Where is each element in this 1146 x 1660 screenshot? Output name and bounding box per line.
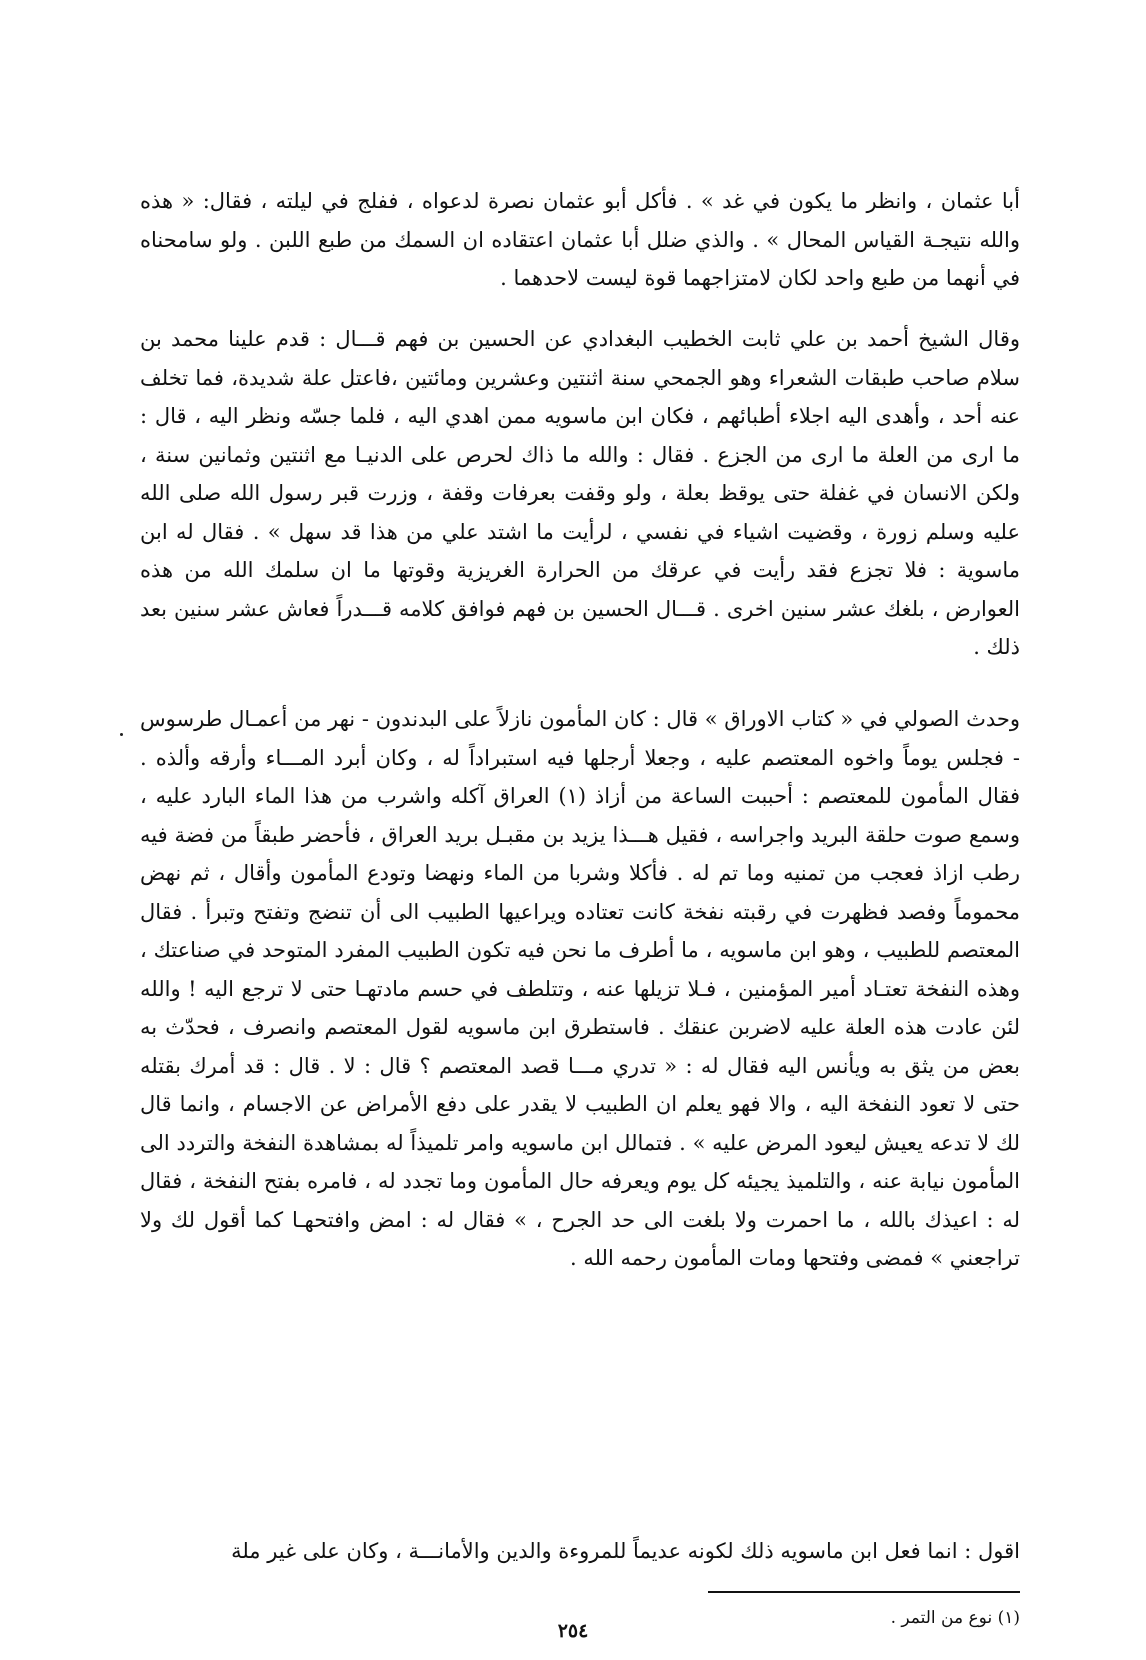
paragraph-4: [140, 1532, 1020, 1571]
scan-speck: [120, 733, 123, 736]
paragraph-2: [140, 320, 1020, 667]
paragraph-1: [140, 182, 1020, 298]
footnote: (١) نوع من التمر .: [890, 1608, 1020, 1628]
footnote-rule: [708, 1591, 1020, 1593]
paragraph-3: [140, 700, 1020, 1278]
page-number: ٢٥٤: [557, 1620, 589, 1642]
paragraph-text: أبا عثمان ، وانظر ما يكون في غد » . فأكل أبو عثمان نصرة لدعواه ، ففلج في ليلته ، فقال: « هذه والله نتيجـة القياس المحال » . والذي ضلل أبا عثمان اعتقاده ان السمك من طبع اللبن . ولو سامحناه في أنهما من طبع واحد لكان لامتزاجهما قوة ليست لاحدهما .: [140, 189, 1020, 290]
paragraph-text: وقال الشيخ أحمد بن علي ثابت الخطيب البغدادي عن الحسين بن فهم قـــال : قدم علينا محمد بن سلام صاحب طبقات الشعراء وهو الجمحي سنة اثنتين وعشرين ومائتين ،فاعتل علة شديدة، فما تخلف عنه أحد ، وأهدى اليه اجلاء أطبائهم ، فكان ابن ماسويه ممن اهدي اليه ، فلما جسّه ونظر اليه ، قال : ما ارى من العلة ما ارى من الجزع . فقال : والله ما ذاك لحرص على الدنيـا مع اثنتين وثمانين سنة ، ولكن الانسان في غفلة حتى يوقظ بعلة ، ولو وقفت بعرفات وقفة ، وزرت قبر رسول الله صلى الله عليه وسلم زورة ، وقضيت اشياء في نفسي ، لرأيت ما اشتد علي من هذا قد سهل » . فقال له ابن ماسوية : فلا تجزع فقد رأيت في عرقك من الحرارة الغريزية وقوتها ما ان سلمك الله من هذه العوارض ، بلغك عشر سنين اخرى . قـــال الحسين بن فهم فوافق كلامه قـــدراً فعاش عشر سنين بعد ذلك .: [140, 327, 1021, 659]
paragraph-text: اقول : انما فعل ابن ماسويه ذلك لكونه عديماً للمروءة والدين والأمانـــة ، وكان على غير ملة: [231, 1539, 1020, 1563]
paragraph-text: وحدث الصولي في « كتاب الاوراق » قال : كان المأمون نازلاً على البدندون - نهر من أعمـال طرسوس - فجلس يوماً واخوه المعتصم عليه ، وجعلا أرجلها فيه استبراداً له ، وكان أبرد المـــاء وأرقه وألذه . فقال المأمون للمعتصم : أحببت الساعة من أزاذ (١) العراق آكله واشرب من هذا الماء البارد عليه ، وسمع صوت حلقة البريد واجراسه ، فقيل هـــذا يزيد بن مقبـل بريد العراق ، فأحضر طبقاً من فضة فيه رطب ازاذ فعجب من تمنيه وما تم له . فأكلا وشربا من الماء ونهضا وتودع المأمون وأقال ، ثم نهض محموماً وفصد فظهرت في رقبته نفخة كانت تعتاده ويراعيها الطبيب الى أن تنضج وتفتح وتبرأ . فقال المعتصم للطبيب ، وهو ابن ماسويه ، ما أطرف ما نحن فيه تكون الطبيب المفرد المتوحد في صناعتك ، وهذه النفخة تعتـاد أمير المؤمنين ، فـلا تزيلها عنه ، وتتلطف في حسم مادتهـا حتى لا ترجع اليه ! والله لئن عادت هذه العلة عليه لاضربن عنقك . فاستطرق ابن ماسويه لقول المعتصم وانصرف ، فحدّث به بعض من يثق به ويأنس اليه فقال له : « تدري مـــا قصد المعتصم ؟ قال : لا . قال : قد أمرك بقتله حتى لا تعود النفخة اليه ، والا فهو يعلم ان الطبيب لا يقدر على دفع الأمراض عن الاجسام ، وانما قال لك لا تدعه يعيش ليعود المرض عليه » . فتمالل ابن ماسويه وامر تلميذاً له بمشاهدة النفخة والتردد الى المأمون نيابة عنه ، والتلميذ يجيئه كل يوم ويعرفه حال المأمون وما تجدد له ، فامره بفتح النفخة ، فقال له : اعيذك بالله ، ما احمرت ولا بلغت الى حد الجرح ، » فقال له : امض وافتحهـا كما أقول لك ولا تراجعني » فمضى وفتحها ومات المأمون رحمه الله .: [140, 707, 1020, 1270]
